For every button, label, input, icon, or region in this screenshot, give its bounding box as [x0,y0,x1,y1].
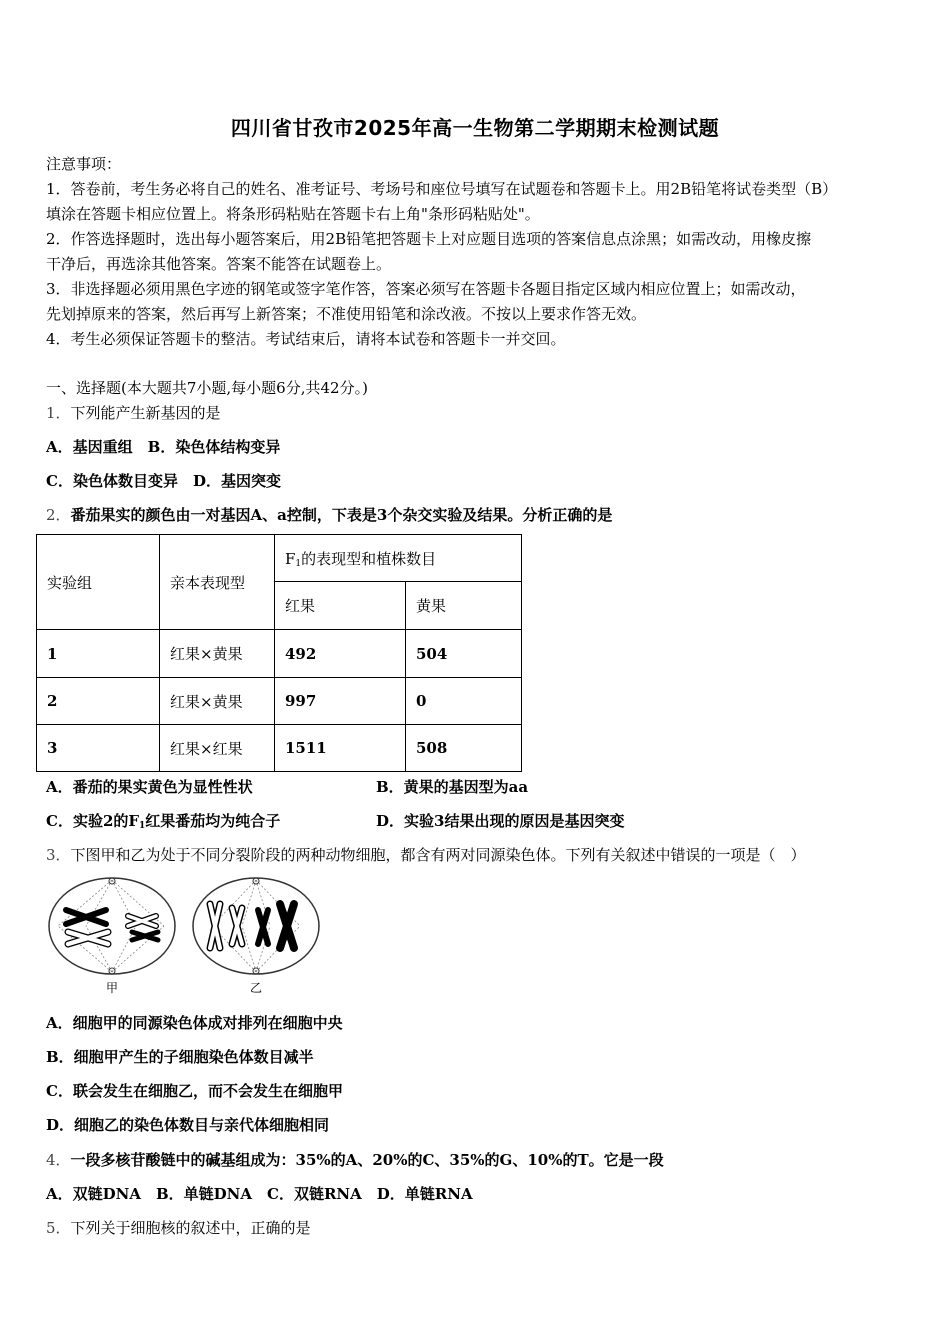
experiment-table [36,534,522,772]
header-red: 红果 [275,582,406,630]
notice-line: 填涂在答题卡相应位置上。将条形码粘贴在答题卡右上角"条形码粘贴处"。 [46,205,540,223]
question-number: 3． [46,846,71,864]
question-number: 4． [46,1151,71,1169]
figure-label-jia: 甲 [106,981,119,995]
question-1 [46,403,221,423]
q4-options: A．双链DNA B．单链DNA C．双链RNA D．单链RNA [46,1185,473,1203]
figure-label-yi: 乙 [250,981,263,995]
notice-line: 1．答卷前，考生务必将自己的姓名、准考证号、考场号和座位号填写在试题卷和答题卡上。用2B铅笔将试卷类型（B） [46,180,838,198]
q2-option-d: D．实验3结果出现的原因是基因突变 [376,812,625,830]
question-number: 1． [46,404,71,422]
q3-option-d: D．细胞乙的染色体数目与亲代体细胞相同 [46,1116,330,1134]
q1-options-ab: A．基因重组 B．染色体结构变异 [46,438,281,456]
q2-option-b: B．黄果的基因型为aa [376,778,529,796]
header-yellow: 黄果 [406,582,522,630]
question-5 [46,1218,311,1238]
q3-option-a: A．细胞甲的同源染色体成对排列在细胞中央 [46,1014,343,1032]
notice-heading: 注意事项： [46,155,122,173]
notice-line: 4．考生必须保证答题卡的整洁。考试结束后，请将本试卷和答题卡一并交回。 [46,330,566,348]
question-number: 5． [46,1219,71,1237]
question-stem: 一段多核苷酸链中的碱基组成为：35%的A、20%的C、35%的G、10%的T。它是一段 [70,1151,664,1169]
cell-division-figure [46,874,326,998]
table-row: 2 红果×黄果 997 0 [37,678,522,725]
header-group: 实验组 [37,535,160,630]
exam-title: 四川省甘孜市2025年高一生物第二学期期末检测试题 [230,116,720,140]
section-heading: 一、选择题(本大题共7小题,每小题6分,共42分。) [46,379,368,397]
question-stem: 番茄果实的颜色由一对基因A、a控制，下表是3个杂交实验及结果。分析正确的是 [70,506,613,524]
notice-line: 3．非选择题必须用黑色字迹的钢笔或签字笔作答，答案必须写在答题卡各题目指定区域内相应位置上；如需改动， [46,280,806,298]
table-row: 1 红果×黄果 492 504 [37,630,522,678]
q2-option-c: C．实验2的$F_1$红果番茄均为纯合子 [46,812,281,831]
question-4 [46,1150,664,1170]
header-parent: 亲本表现型 [160,535,275,630]
notice-line: 干净后，再选涂其他答案。答案不能答在试题卷上。 [46,255,392,273]
notice-line: 2．作答选择题时，选出每小题答案后，用2B铅笔把答题卡上对应题目选项的答案信息点涂黑；如需改动，用橡皮擦 [46,230,812,248]
notice-line: 先划掉原来的答案，然后再写上新答案；不准使用铅笔和涂改液。不按以上要求作答无效。 [46,305,647,323]
cell-yi [193,878,319,995]
q1-options-cd: C．染色体数目变异 D．基因突变 [46,472,281,490]
question-stem: 下图甲和乙为处于不同分裂阶段的两种动物细胞，都含有两对同源染色体。下列有关叙述中错误的一项是（ ） [70,846,806,864]
header-f1: $F_1$的表现型和植株数目 [275,535,522,582]
question-number: 2． [46,506,71,524]
question-stem: 下列能产生新基因的是 [70,404,221,422]
question-2 [46,505,612,525]
q3-option-c: C．联会发生在细胞乙，而不会发生在细胞甲 [46,1082,343,1100]
question-stem: 下列关于细胞核的叙述中，正确的是 [70,1219,311,1237]
q2-option-a: A．番茄的果实黄色为显性性状 [46,778,253,796]
cell-jia [49,878,175,995]
table-row: 3 红果×红果 1511 508 [37,725,522,772]
q3-option-b: B．细胞甲产生的子细胞染色体数目减半 [46,1048,314,1066]
question-3 [46,845,806,865]
